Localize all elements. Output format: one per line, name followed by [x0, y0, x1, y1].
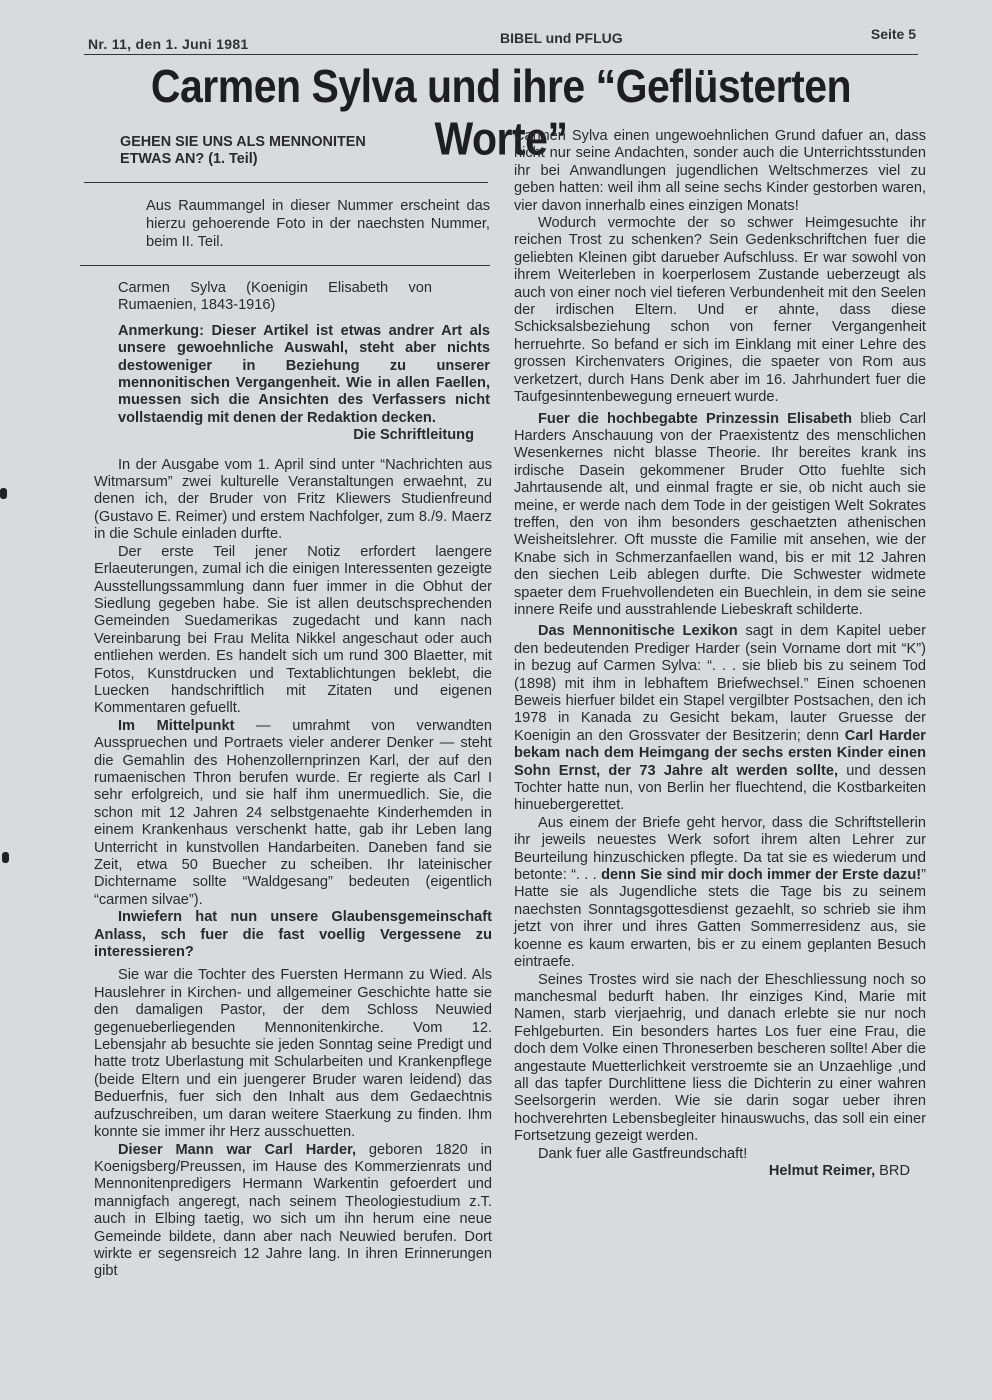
paragraph: Wodurch vermochte der so schwer Heimgesuchte ihr reichen Trost zu schenken? Sein Gedenkschriftchen fuer die geliebten Kleinen gibt darueber Aufschluss. Er war sowohl von ihrem Weiterleben in koerperlosem Zustande ueberzeugt als auch von einer noch viel tieferen Verbundenheit mit den Seelen der irdischen Eltern. Und er ahnte, dass diese Schicksalsbeziehung schon von ferner Vergangenheit herruehrte. So befand er sich im Einklang mit einer Lehre des grossen Kirchenvaters Origines, die spaeter von Rom aus verketzert, durch Hans Denk aber im 16. Jahrhundert fuer die Taufgesinntenbewegung erneuert wurde. — [514, 215, 926, 406]
editor-note — [118, 323, 490, 427]
punch-hole-mark — [0, 488, 7, 499]
subheading-line-1: GEHEN SIE UNS ALS MENNONITEN — [120, 134, 366, 150]
divider — [80, 265, 490, 266]
paragraph-lead: Im Mittelpunkt — [118, 717, 235, 734]
article-title: Carmen Sylva und ihre “Geflüsterten Worte” — [150, 60, 852, 165]
paragraph — [514, 623, 926, 814]
paragraph-body: und dessen Tochter hatte nun, von Berlin her fluechtend, die Kostbarkeiten hinuebergerettet. — [514, 762, 926, 814]
editor-note-body: Dieser Artikel ist etwas andrer Art als unsere gewoehnliche Auswahl, steht aber nichts destoweniger in Beziehung zu unserer mennonitischen Vergangenheit. Wie in allen Faellen, muessen sich die Ansichten des Verfassers nicht vollstaendig mit denen der Redaktion decken. — [118, 322, 490, 426]
paragraph-body: blieb Carl Harders Anschauung von der Praexistentz des menschlichen Wesenkernes nicht blasse Theorie. Ihr bereites krank ins irdische Dasein gekommener Bruder Otto fuehlte sich Jahrtausende alt, und einmal fragte er sie, ob nicht auch sie meine, er werde nach dem Tode in der geistigen Welt Sokrates treffen, den von ihm besonders geschaetzten athenischen Weisheitslehrer. Oft musste die Familie mit ansehen, wie der Knabe sich in Schmerzanfaellen wand, bis er mit 12 Jahren den siechen Leib ablegen durfte. Die Schwester widmete spaeter dem Fruehvollendeten ein Buechlein, in dem sie seine innere Reife und ausstrahlende Liebeskraft schilderte. — [514, 410, 927, 618]
paragraph-lead: Fuer die hochbegabte Prinzessin Elisabeth — [538, 410, 853, 427]
closing-line: Dank fuer alle Gastfreundschaft! — [538, 1145, 748, 1162]
editor-note-label: Anmerkung: — [118, 322, 204, 339]
paragraph-body: sagt in dem Kapitel ueber den bedeutenden Prediger Harder (sein Vorname dort mit “K”) in bezug auf Carmen Sylva: “. . . sie blieb bis zu seinem Tod (1898) mit ihm in lebhaftem Briefwechsel.” Einen schoenen Beweis hierfuer bildet ein Stapel vergilbter Postsachen, den ich 1978 in Kanada zu Gesicht bekam, lauter Gruesse der Koenigin an den Grossvater der Besitzerin; denn — [514, 623, 926, 744]
paragraph: In der Ausgabe vom 1. April sind unter “Nachrichten aus Witmarsum” zwei kulturelle Veranstaltungen erwaehnt, zu denen ich, der Bruder von Fritz Kliewers Studienfreund (Gustavo E. Reimer) und erstem Nachfolger, zum 8./9. Maerz in die Schule einladen durfte. — [94, 456, 492, 543]
editor-signature: Die Schriftleitung — [353, 427, 474, 444]
photo-caption: Carmen Sylva (Koenigin Elisabeth von Rumaenien, 1843-1916) — [118, 280, 432, 314]
subheading-line-2: ETWAS AN? (1. Teil) — [120, 151, 258, 167]
paragraph: Der erste Teil jener Notiz erfordert laengere Erlaeuterungen, zumal ich die einigen Interessenten gezeigte Ausstellungssammlung dann fuer immer in die Obhut der Siedlung gegeben habe. Sie ist allen deutschsprechenden Gemeinden Suedamerikas zugedacht und kann nach Vereinbarung bei Frau Melita Nikkel angeschaut oder auch entliehen werden. Es handelt sich um rund 300 Blaetter, mit Fotos, Kunstdrucken und Textablichtungen beklebt, die Luecken handschriftlich mit Zitaten und eigenen Kommentaren gefuellt. — [94, 543, 492, 717]
paragraph-lead: Das Mennonitische Lexikon — [538, 623, 738, 640]
divider — [84, 182, 488, 183]
page-header — [84, 26, 918, 55]
paragraph — [514, 815, 926, 972]
paragraph-lead: Dieser Mann war Carl Harder, — [118, 1141, 357, 1158]
paragraph — [514, 411, 926, 620]
paragraph-bold-phrase: denn Sie sind mir doch immer der Erste dazu! — [601, 867, 922, 884]
publication-name: BIBEL und PFLUG — [500, 30, 623, 46]
paragraph-body: Aus einem der Briefe geht hervor, dass die Schriftstellerin ihr jeweils neuestes Werk sofort ihrem alten Lehrer zur Beurteilung hinzuschicken pflegte. Da tat sie es wiederum und betonte: “. . . — [514, 814, 926, 884]
author-country: BRD — [875, 1162, 910, 1179]
right-column — [514, 128, 926, 1180]
punch-hole-mark — [2, 852, 9, 863]
question-heading: Inwiefern hat nun unsere Glaubensgemeinschaft Anlass, sch fuer die fast voellig Vergessene zu interessieren? — [94, 909, 492, 961]
left-column — [84, 134, 492, 1281]
paragraph-body: — umrahmt von verwandten Ausspruechen und Portraets vieler anderer Denker — steht die Gemahlin des Hohenzollernprinzen Karl, der auf den rumaenischen Thron berufen wurde. Er regierte als Carl I sehr erfolgreich, und sie half ihm unermuedlich. Sie, die schon mit 12 Jahren 24 selbstgenaehte Kinderhemden in einem Krankenhaus verschenkt hatte, gab ihr Leben lang Unterricht in kunstvollen Handarbeiten. Daneben fand sie Zeit, etwa 50 Buecher zu scheiben. Ihr lateinischer Dichtername sollte “Waldgesang” bedeuten (eigentlich “carmen silvae”). — [94, 717, 492, 908]
paragraph: Seines Trostes wird sie nach der Eheschliessung noch so manchesmal bedurft haben. Ihr einziges Kind, Marie mit Namen, starb vierjaehrig, und danach erlebte sie nur noch Fehlgeburten. Ein besonders hartes Los fuer eine Frau, die doch dem Volke einen Throneserben bescheren sollte! Aber die angestaute Muetterlichkeit verstroemte sie an Unzaehlige ,und all das tapfer Durchlittene liess die Dichterin zu einer wahren Seelsorgerin werden. Wie sie darin sogar ueber ihren hochverehrten Lebensbegleiter hinauswuchs, das soll ein einer Fortsetzung gezeigt werden. — [514, 971, 926, 1145]
issue-date: Nr. 11, den 1. Juni 1981 — [88, 36, 249, 52]
paragraph-body: geboren 1820 in Koenigsberg/Preussen, im Hause des Kommerzienrats und Mennonitenpredigers Hermann Warkentin gefoerdert und mannigfach angeregt, nach seinem Theologiestudium z.T. auch in Elbing taetig, wo sich um ihn herum eine neue Gemeinde bildete, dann aber nach Neuwied berufen. Dort wirkte er segensreich 12 Jahre lang. In ihren Erinnerungen gibt — [94, 1141, 492, 1280]
paragraph-body: ” Hatte sie als Jugendliche stets die Tage bis zu seinem naechsten Sonntagsgottesdienst gezaehlt, so schrieb sie ihm jetzt von ihrer und ihres Gatten Sommerresidenz aus, sie koenne es kaum erwarten, bis er zu einem geplanten Besuch eintraefe. — [514, 867, 926, 971]
author-name: Helmut Reimer, — [768, 1162, 876, 1179]
paragraph-bold-phrase: Carl Harder bekam nach dem Heimgang der sechs ersten Kinder einen Sohn Ernst, der 73 Jahre alt werden sollte, — [514, 727, 926, 779]
author-signature — [514, 1163, 910, 1180]
paragraph: Sie war die Tochter des Fuersten Hermann zu Wied. Als Hauslehrer in Kirchen- und allgemeiner Geschichte hatte sie den damaligen Pastor, der dem Schloss Neuwied gegenueberliegenden Mennonitenkirche. Vom 12. Lebensjahr ab besuchte sie jeden Sonntag seine Predigt und hatte trotz Uberlastung mit Schularbeiten und Krankenpflege (beide Eltern und ein juengerer Bruder waren leidend) das Beduerfnis, fuer sich den Inhalt aus dem Gedaechtnis aufzuschreiben, um daran weitere Staerkung zu finden. Ihm konnte sie immer ihr Herz ausschuetten. — [94, 967, 492, 1141]
page-number: Seite 5 — [870, 26, 916, 42]
paragraph: Carmen Sylva einen ungewoehnlichen Grund dafuer an, dass nicht nur seine Andachten, sonder auch die Unterrichtsstunden ihr bei Anwandlungen jugendlichen Weltschmerzes viel zu geben hatten: weil ihm all seine sechs Kinder gestorben waren, vier davon innerhalb eines einzigen Monats! — [514, 128, 926, 214]
paragraph — [94, 718, 492, 909]
photo-notice: Aus Raummangel in dieser Nummer erscheint das hierzu gehoerende Foto in der naechsten Nummer, beim II. Teil. — [146, 198, 490, 250]
paragraph — [94, 1142, 492, 1281]
